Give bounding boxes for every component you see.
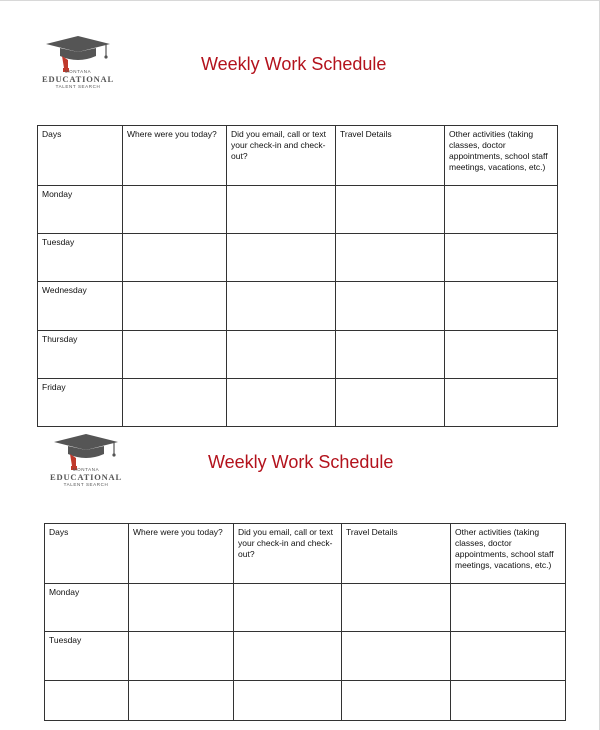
logo-line-2: EDUCATIONAL xyxy=(50,472,122,482)
cell-travel[interactable] xyxy=(336,234,445,282)
page-border-top xyxy=(0,0,600,1)
cell-checkin[interactable] xyxy=(234,584,342,632)
header-where: Where were you today? xyxy=(123,126,227,186)
header-checkin: Did you email, call or text your check-in and check-out? xyxy=(234,524,342,584)
cell-other[interactable] xyxy=(445,379,558,427)
day-label: Friday xyxy=(38,379,123,427)
header-other: Other activities (taking classes, doctor appointments, school staff meetings, vacations, etc.) xyxy=(451,524,566,584)
cell-other[interactable] xyxy=(451,681,566,721)
cell-where[interactable] xyxy=(123,186,227,234)
cell-checkin[interactable] xyxy=(227,331,336,379)
table-row xyxy=(45,584,566,632)
cell-travel[interactable] xyxy=(336,331,445,379)
table-row xyxy=(38,331,558,379)
cell-other[interactable] xyxy=(451,584,566,632)
cell-checkin[interactable] xyxy=(234,681,342,721)
day-label: Monday xyxy=(38,186,123,234)
schedule-title: Weekly Work Schedule xyxy=(208,452,394,472)
cell-where[interactable] xyxy=(123,282,227,331)
cell-travel[interactable] xyxy=(336,282,445,331)
schedule-table xyxy=(37,125,558,427)
logo-line-2: EDUCATIONAL xyxy=(42,74,114,84)
day-label: Tuesday xyxy=(45,632,129,681)
header-checkin: Did you email, call or text your check-in and check-out? xyxy=(227,126,336,186)
day-label xyxy=(45,681,129,721)
cell-travel[interactable] xyxy=(342,632,451,681)
day-label: Thursday xyxy=(38,331,123,379)
cell-other[interactable] xyxy=(445,331,558,379)
header-row xyxy=(45,524,566,584)
logo-line-3: TALENT SEARCH xyxy=(55,84,101,89)
cell-other[interactable] xyxy=(451,632,566,681)
cell-travel[interactable] xyxy=(342,681,451,721)
logo-line-1: MONTANA xyxy=(64,69,92,74)
logo-line-3: TALENT SEARCH xyxy=(63,482,109,487)
table-row xyxy=(38,379,558,427)
cell-travel[interactable] xyxy=(336,186,445,234)
cell-other[interactable] xyxy=(445,282,558,331)
table-row xyxy=(45,632,566,681)
header-travel: Travel Details xyxy=(336,126,445,186)
day-label: Wednesday xyxy=(38,282,123,331)
header-row xyxy=(38,126,558,186)
header-days: Days xyxy=(38,126,123,186)
table-row xyxy=(45,681,566,721)
cell-where[interactable] xyxy=(123,234,227,282)
day-label: Monday xyxy=(45,584,129,632)
cell-checkin[interactable] xyxy=(227,186,336,234)
cell-where[interactable] xyxy=(129,632,234,681)
cell-where[interactable] xyxy=(129,584,234,632)
table-row xyxy=(38,186,558,234)
cell-travel[interactable] xyxy=(336,379,445,427)
cell-checkin[interactable] xyxy=(227,234,336,282)
educational-logo xyxy=(42,34,114,94)
header-other: Other activities (taking classes, doctor appointments, school staff meetings, vacations, etc.) xyxy=(445,126,558,186)
cell-where[interactable] xyxy=(123,331,227,379)
table-row xyxy=(38,234,558,282)
cell-where[interactable] xyxy=(123,379,227,427)
educational-logo xyxy=(50,432,122,492)
cell-checkin[interactable] xyxy=(227,282,336,331)
graduation-cap-icon xyxy=(42,34,114,74)
cell-where[interactable] xyxy=(129,681,234,721)
schedule-title: Weekly Work Schedule xyxy=(201,54,387,74)
cell-other[interactable] xyxy=(445,186,558,234)
cell-other[interactable] xyxy=(445,234,558,282)
table-row xyxy=(38,282,558,331)
cell-travel[interactable] xyxy=(342,584,451,632)
logo-line-1: MONTANA xyxy=(72,467,100,472)
cell-checkin[interactable] xyxy=(227,379,336,427)
header-days: Days xyxy=(45,524,129,584)
cell-checkin[interactable] xyxy=(234,632,342,681)
header-where: Where were you today? xyxy=(129,524,234,584)
schedule-table xyxy=(44,523,566,721)
graduation-cap-icon xyxy=(50,432,122,472)
day-label: Tuesday xyxy=(38,234,123,282)
header-travel: Travel Details xyxy=(342,524,451,584)
